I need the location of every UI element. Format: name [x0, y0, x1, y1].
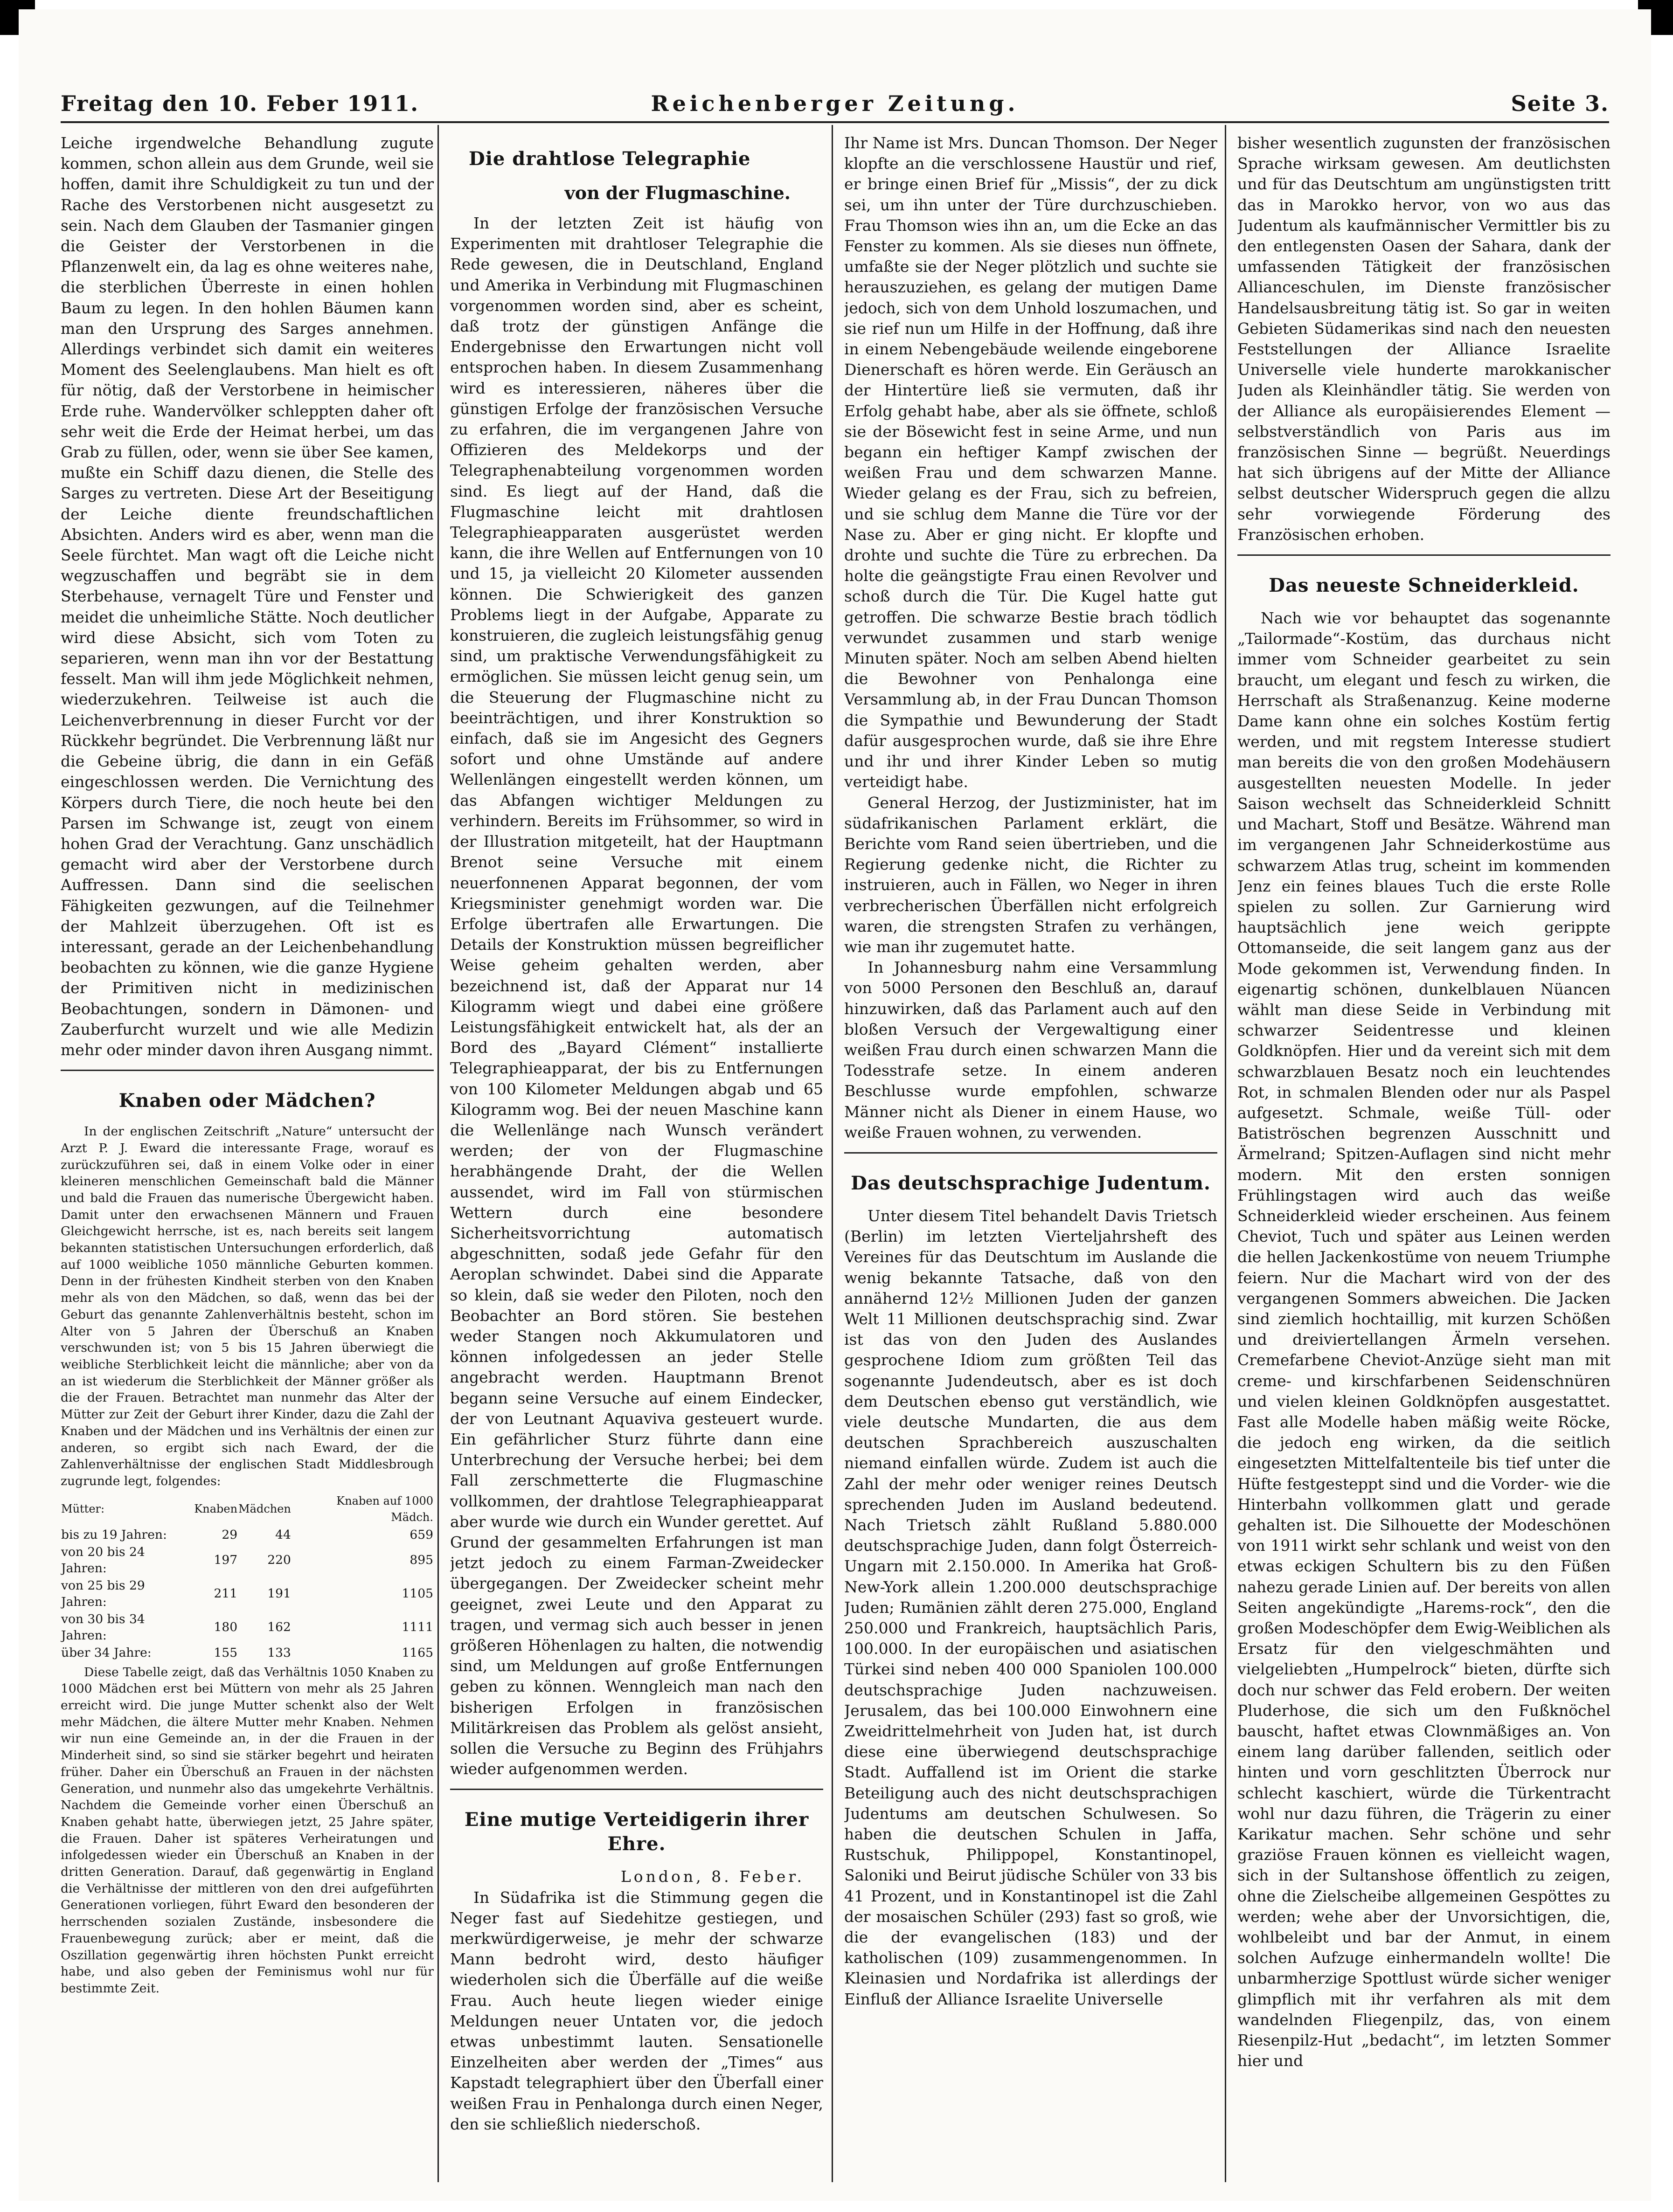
page-header: [61, 91, 1609, 124]
table-cell: von 25 bis 29 Jahren:: [61, 1578, 145, 1609]
column-3: [844, 133, 1217, 2177]
table-header: Mädchen: [238, 1502, 291, 1516]
headline-neueste-schneiderkleid: Das neueste Schneiderkleid.: [1269, 574, 1579, 597]
page-number: Seite 3.: [1511, 91, 1609, 116]
newspaper-title: Reichenberger Zeitung.: [651, 91, 1019, 116]
table-row: [61, 1543, 434, 1577]
issue-date: Freitag den 10. Feber 1911.: [61, 91, 419, 116]
article-divider: [450, 1789, 823, 1790]
table-cell: bis zu 19 Jahren:: [61, 1527, 167, 1542]
article-paragraph: In Südafrika ist die Stimmung gegen die Neger fast auf Siedehitze gestiegen, und merkwürdigerweise, je mehr der schwarze Mann bedroht wird, desto häufiger wiederholen sich die Überfälle auf die weiße Frau. Auch heute liegen wieder einige Meldungen neuer Untaten vor, die jedoch etwas unbestimmt lauten. Sensationelle Einzelheiten aber werden der „Times“ aus Kapstadt telegraphiert über den Überfall einer weißen Frau in Penhalonga durch einen Neger, den sie schließlich niederschoß.: [450, 1888, 823, 2133]
header-rule: [61, 121, 1609, 123]
article-paragraph: In der englischen Zeitschrift „Nature“ untersucht der Arzt P. J. Eward die interessante Frage, worauf es zurückzuführen sei, daß in einem Volke oder in einer kleineren menschlichen Gemeinschaft bald die Männer und bald die Frauen das numerische Übergewicht haben. Damit unter den erwachsenen Männern und Frauen Gleichgewicht herrsche, ist es, nach bereits seit langem bekannten statistischen Untersuchungen erforderlich, daß auf 1000 weibliche 1050 männliche Geburten kommen. Denn in der frühesten Kindheit sterben von den Knaben mehr als von den Mädchen, so daß, wenn das bei der Geburt das genannte Zahlenverhältnis besteht, schon im Alter von 5 Jahren der Überschuß an Knaben verschwunden ist; von 5 bis 15 Jahren überwiegt die weibliche Sterblichkeit leicht die männliche; aber von da an ist wiederum die Sterblichkeit der Männer größer als die der Frauen. Betrachtet man nunmehr das Alter der Mütter zur Zeit der Geburt ihrer Kinder, dazu die Zahl der Knaben und der Mädchen und ins Verhältnis der einen zur anderen, so ergibt sich nach Eward, der die Zahlenverhältnisse der englischen Stadt Middlesbrough zugrunde legt, folgendes:: [61, 1124, 434, 1488]
article-divider: [844, 1152, 1217, 1154]
table-cell: 133: [267, 1645, 291, 1660]
table-cell: von 20 bis 24 Jahren:: [61, 1544, 145, 1576]
table-cell: 180: [214, 1620, 238, 1635]
column-divider: [1225, 125, 1226, 2182]
article-paragraph: Leiche irgendwelche Behandlung zugute kommen, schon allein aus dem Grunde, weil sie hoffen, damit ihre Schuldigkeit zu tun und der Rache des Verstorbenen nicht ausgesetzt zu sein. Nach dem Glauben der Tasmanier gingen die Geister der Verstorbenen in die Pflanzenwelt ein, da lag es ohne weiteres nahe, die sterblichen Überreste in einen hohlen Baum zu legen. In den hohlen Bäumen kann man den Ursprung des Sarges annehmen. Allerdings verbindet sich damit ein weiteres Moment des Seelenglaubens. Man hielt es oft für nötig, daß der Verstorbene in heimischer Erde ruhe. Wandervölker schleppten daher oft sehr weit die Erde der Heimat herbei, um das Grab zu füllen, oder, wenn sie über See kamen, mußte ein Schiff dazu dienen, die Stelle des Sarges zu vertreten. Diese Art der Beseitigung der Leiche diente freundschaftlichen Absichten. Anders wird es aber, wenn man die Seele fürchtet. Man wagt oft die Leiche nicht wegzuschaffen und begräbt sie in dem Sterbehause, vernagelt Türe und Fenster und meidet die unheimliche Stätte. Noch deutlicher wird diese Absicht, sich vom Toten zu separieren, wenn man ihn vor der Bestattung fesselt. Man will ihm jede Möglichkeit nehmen, wiederzukehren. Teilweise ist auch die Leichenverbrennung in dieser Furcht vor der Rückkehr begründet. Die Verbrennung läßt nur die Gebeine übrig, die dann in ein Gefäß eingeschlossen werden. Die Vernichtung des Körpers durch Tiere, die noch heute bei den Parsen im Schwange ist, zeugt von einem hohen Grad der Verachtung. Ganz unschädlich gemacht wird aber der Verstorbene durch Auffressen. Dann sind die seelischen Fähigkeiten gezwungen, auf die Teilnehmer der Mahlzeit überzugehen. Oft ist es interessant, gerade an der Leichenbehandlung beobachten zu können, wie die ganze Hygiene der Primitiven nicht in medizinischen Beobachtungen, sondern in Dämonen- und Zauberfurcht wurzelt und wie alle Medizin mehr oder minder davon ihren Ausgang nimmt.: [61, 134, 434, 1059]
table-cell: 155: [214, 1645, 238, 1660]
birth-statistics-table: [61, 1493, 434, 1661]
column-2: [450, 133, 823, 2177]
headline-deutschsprachige-judentum: Das deutschsprachige Judentum.: [851, 1172, 1211, 1194]
column-divider: [437, 125, 439, 2182]
table-cell: 44: [275, 1527, 291, 1542]
article-paragraph: In Johannesburg nahm eine Versammlung von 5000 Personen den Beschluß an, darauf hinzuwirken, daß das Parlament auch auf den bloßen Versuch der Vergewaltigung einer weißen Frau durch einen schwarzen Mann die Todesstrafe setze. In einem anderen Beschlusse wurde empfohlen, schwarze Männer nicht als Diener in einem Hause, wo weiße Frauen wohnen, zu verwenden.: [844, 958, 1217, 1141]
table-row: [61, 1526, 434, 1543]
table-header-row: [61, 1493, 434, 1526]
headline-knaben-oder-maedchen: Knaben oder Mädchen?: [118, 1090, 376, 1112]
table-cell: 220: [267, 1553, 291, 1568]
table-cell: von 30 bis 34 Jahren:: [61, 1611, 145, 1643]
table-row: [61, 1577, 434, 1611]
table-header: Mütter:: [61, 1502, 105, 1516]
table-row: [61, 1644, 434, 1661]
table-cell: 659: [410, 1527, 433, 1542]
table-cell: 191: [267, 1586, 291, 1601]
table-header: Knaben auf 1000 Mädch.: [336, 1494, 433, 1524]
column-4: [1237, 133, 1611, 2177]
article-paragraph: Unter diesem Titel behandelt Davis Trietsch (Berlin) im letzten Vierteljahrsheft des Vereines für das Deutschtum im Auslande die wenig bekannte Tatsache, daß von den annähernd 12½ Millionen Juden der ganzen Welt 11 Millionen deutschsprachig sind. Zwar ist das von den Juden des Auslandes gesprochene Idiom zum größten Teil das sogenannte Judendeutsch, aber es ist doch dem Deutschen ebenso gut verständlich, wie viele deutsche Mundarten, die aus dem deutschen Sprachbereich auszuschalten niemand einfallen würde. Zudem ist auch die Zahl der mehr oder weniger reines Deutsch sprechenden Juden im Ausland bedeutend. Nach Trietsch zählt Rußland 5.880.000 deutschsprachige Juden, dann folgt Österreich-Ungarn mit 2.150.000. In Amerika hat Groß-New-York allein 1.200.000 deutschsprachige Juden; Rumänien zählt deren 275.000, England 250.000 und Frankreich, hauptsächlich Paris, 100.000. In der europäischen und asiatischen Türkei sind neben 400 000 Spaniolen 100.000 deutschsprachige Juden nachzuweisen. Jerusalem, das bei 100.000 Einwohnern eine Zweidrittelmehrheit von Juden hat, ist durch diese eine überwiegend deutschsprachige Stadt. Auffallend ist im Orient die starke Beteiligung auch des nicht deutschsprachigen Judentums am deutschen Schulwesen. So haben die deutschen Schulen in Jaffa, Rustschuk, Philippopel, Konstantinopel, Saloniki und Beirut jüdische Schüler von 33 bis 41 Prozent, und in Konstantinopel ist die Zahl der mosaischen Schüler (293) fast so groß, wie die der evangelischen (183) und der katholischen (109) zusammengenommen. In Kleinasien und Nordafrika ist allerdings der Einfluß der Alliance Israelite Universelle: [844, 1206, 1217, 2008]
table-header: Knaben: [194, 1502, 238, 1516]
column-1: [61, 133, 434, 2177]
table-cell: 1111: [402, 1620, 433, 1635]
article-paragraph: Ihr Name ist Mrs. Duncan Thomson. Der Neger klopfte an die verschlossene Haustür und rief, er bringe einen Brief für „Missis“, der zu dick sei, um ihn unter der Türe durchzuschieben. Frau Thomson wies ihn an, um die Ecke an das Fenster zu kommen. Als sie dieses nun öffnete, umfaßte sie der Neger plötzlich und suchte sie herauszuziehen, es gelang der mutigen Dame jedoch, sich von dem Unhold loszumachen, und sie rief nun um Hilfe in der Hoffnung, daß ihre in einem Nebengebäude weilende eingeborene Dienerschaft es hören werde. Ein Geräusch an der Hintertüre ließ sie vermuten, daß ihr Erfolg gehabt habe, aber als sie öffnete, schloß sie der Bösewicht fest in seine Arme, und nun begann ein heftiger Kampf zwischen der weißen Frau und dem schwarzen Manne. Wieder gelang es der Frau, sich zu befreien, und sie schlug dem Manne die Türe vor der Nase zu. Aber er ging nicht. Er klopfte und drohte und suchte die Türe zu erbrechen. Da holte die geängstigte Frau einen Revolver und schoß durch die Tür. Die Kugel hatte gut getroffen. Die schwarze Bestie brach tödlich verwundet zusammen und starb wenige Minuten später. Noch am selben Abend hielten die Bewohner von Penhalonga eine Versammlung ab, in der Frau Duncan Thomson die Sympathie und Bewunderung der Stadt dafür ausgesprochen wurde, daß sie ihre Ehre und ihr und ihrer Kinder Leben so mutig verteidigt habe.: [844, 134, 1217, 791]
article-divider: [1237, 554, 1611, 556]
table-cell: 197: [214, 1553, 238, 1568]
article-paragraph: Nach wie vor behauptet das sogenannte „Tailormade“-Kostüm, das durchaus nicht immer vom Schneider gearbeitet zu sein braucht, um elegant und fesch zu wirken, die Herrschaft als Straßenanzug. Keine moderne Dame kann ohne ein solches Kostüm fertig werden, und mit regstem Interesse studiert man bereits die von den großen Modehäusern ausgestellten neuesten Modelle. In jeder Saison wechselt das Schneiderkleid Schnitt und Machart, Stoff und Besätze. Während man im vergangenen Jahr Schneiderkostüme aus schwarzem Atlas trug, scheint im kommenden Jenz ein feines blaues Tuch die erste Rolle spielen zu sollen. Zur Garnierung wird hauptsächlich jene weich gerippte Ottomanseide, die seit langem ganz aus der Mode gekommen ist, Verwendung finden. In eigenartig schönen, dunkelblauen Nüancen wählt man diese Seide in Verbindung mit schwarzer Seidentresse und kleinen Goldknöpfen. Hier und da vereint sich mit dem schwarzblauen Besatz noch ein leuchtendes Rot, in schmalen Blenden oder nur als Paspel aufgesetzt. Schmale, weiße Tüll- oder Batiströschen begrenzen Ausschnitt und Ärmelrand; Spitzen-Auflagen sind nicht mehr modern. Mit den ersten sonnigen Frühlingstagen wird auch das weiße Schneiderkleid wieder erscheinen. Aus feinem Cheviot, Tuch und später aus Leinen werden die hellen Jackenkostüme von neuem Triumphe feiern. Nur die Machart wird von der des vergangenen Sommers abweichen. Die Jacken sind ziemlich hochtaillig, mit kurzen Schößen und dreiviertellangen Ärmeln versehen. Cremefarbene Cheviot-Anzüge sieht man mit creme- und kirschfarbenen Seidenschnüren und vielen kleinen Goldknöpfen ausgestattet. Fast alle Modelle haben mäßig weite Röcke, die jedoch eng wirken, da die seitlich eingesetzten Mittelfaltenteile bis tief unter die Hüfte festgesteppt sind und die Vorder- wie die Hinterbahn vollkommen glatt und gerade gehalten ist. Die Silhouette der Modeschönen von 1911 wirkt sehr schlank und weist von den etwas eckigen Schultern bis zu den Füßen nahezu gerade Linien auf. Der bereits von allen Seiten angekündigte „Harems-rock“, den die großen Modeschöpfer dem Ewig-Weiblichen als Ersatz für den vielgeschmähten und vielgeliebten „Humpelrock“ bieten, dürfte sich doch nur schwer das Feld erobern. Der weiten Pluderhose, die sich um den Fußknöchel bauscht, haftet etwas Clownmäßiges an. Von einem lang darüber fallenden, seitlich oder hinten und vorn geschlitzten Überrock nur schlecht kaschiert, würde die Türkentracht wohl nur dazu führen, die Trägerin zu einer Karikatur machen. Sehr schöne und sehr graziöse Frauen können es vielleicht wagen, sich in der Sultanshose öffentlich zu zeigen, ohne die Zielscheibe allgemeinen Gespöttes zu werden; wehe aber der Unvorsichtigen, die, wohlbeleibt und bar der Anmut, in einem solchen Aufzuge einhermandeln wollte! Die unbarmherzige Spottlust würde sicher weniger glimpflich mit ihr verfahren als mit dem wandelnden Fliegenpilz, das, von einem Riesenpilz-Hut „bedacht“, im letzten Sommer hier und: [1237, 609, 1611, 2070]
headline-mutige-verteidigerin: Eine mutige Verteidigerin ihrer Ehre.: [464, 1809, 809, 1855]
table-cell: 895: [410, 1553, 433, 1568]
dateline: London, 8. Feber.: [620, 1867, 805, 1886]
table-cell: 211: [214, 1586, 238, 1601]
table-row: [61, 1611, 434, 1644]
table-cell: 29: [222, 1527, 238, 1542]
table-cell: 1165: [402, 1645, 433, 1660]
article-paragraph: In der letzten Zeit ist häufig von Experimenten mit drahtloser Telegraphie die Rede gewesen, die in Deutschland, England und Amerika in Verbindung mit Flugmaschinen vorgenommen worden sind, aber es scheint, daß trotz der günstigen Anfänge die Endergebnisse den Erwartungen nicht voll entsprochen haben. In diesem Zusammenhang wird es interessieren, näheres über die günstigen Erfolge der französischen Versuche zu erfahren, die im vergangenen Jahre von Offizieren des Meldekorps und der Telegraphenabteilung vorgenommen worden sind. Es liegt auf der Hand, daß die Flugmaschine leicht mit drahtlosen Telegraphieapparaten ausgerüstet werden kann, die ihre Wellen auf Entfernungen von 10 und 15, ja vielleicht 20 Kilometer aussenden können. Die Schwierigkeit des ganzen Problems liegt in der Aufgabe, Apparate zu konstruieren, die zugleich leistungsfähig genug sind, um praktische Verwendungsfähigkeit zu ermöglichen. Sie müssen leicht genug sein, um die Steuerung der Flugmaschine nicht zu beeinträchtigen, und ihrer Konstruktion so einfach, daß sie im Angesicht des Gegners sofort und ohne Umstände auf andere Wellenlängen eingestellt werden können, um das Abfangen wichtiger Meldungen zu verhindern. Bereits im Frühsommer, so wird in der Illustration mitgeteilt, hat der Hauptmann Brenot seine Versuche mit einem neuerfonnenen Apparat begonnen, der vom Kriegsminister genehmigt worden war. Die Erfolge übertrafen alle Erwartungen. Die Details der Konstruktion müssen begreiflicher Weise geheim gehalten werden, aber bezeichnend ist, daß der Apparat nur 14 Kilogramm wiegt und dabei eine größere Leistungsfähigkeit entwickelt hat, als der an Bord des „Bayard Clément“ installierte Telegraphieapparat, der bis zu Entfernungen von 100 Kilometer Meldungen abgab und 65 Kilogramm wog. Bei der neuen Maschine kann die Wellenlänge nach Wunsch verändert werden; der von der Flugmaschine herabhängende Draht, der die Wellen aussendet, wird im Fall von stürmischen Wettern durch eine besondere Sicherheitsvorrichtung automatisch abgeschnitten, sodaß jede Gefahr für den Aeroplan schwindet. Dabei sind die Apparate so klein, daß sie weder den Piloten, noch den Beobachter an Bord stören. Sie bestehen weder Stangen noch Akkumulatoren und können infolgedessen an jeder Stelle angebracht werden. Hauptmann Brenot begann seine Versuche auf einem Eindecker, der von Leutnant Aquaviva gesteuert wurde. Ein gefährlicher Sturz führte dann eine Unterbrechung der Versuche herbei; bei dem Fall zerschmetterte die Flugmaschine vollkommen, der drahtlose Telegraphieapparat aber wurde wie durch ein Wunder gerettet. Auf Grund der gesammelten Erfahrungen ist man jetzt jedoch zu einem Farman-Zweidecker übergegangen. Der Zweidecker scheint mehr geeignet, zwei Leute und den Apparat zu tragen, und vermag sich auch besser in jenen größeren Höhenlagen zu halten, die notwendig sind, um Meldungen auf große Entfernungen geben zu können. Wenngleich man nach den bisherigen Erfolgen in französischen Militärkreisen das Problem als gelöst ansieht, sollen die Versuche zu Beginn des Frühjahrs wieder aufgenommen werden.: [450, 214, 823, 1778]
article-paragraph: bisher wesentlich zugunsten der französischen Sprache wirksam gewesen. Am deutlichsten und für das Deutschtum am ungünstigsten tritt das in Marokko hervor, von wo aus das Judentum als kaufmännischer Vermittler bis zu den entlegensten Oasen der Sahara, dank der umfassenden Tätigkeit der französischen Allianceschulen, im Dienste französischer Handelsausbreitung tätig ist. So gar in weiten Gebieten Südamerikas sind nach den neuesten Feststellungen der Alliance Israelite Universelle viele hunderte marokkanischer Juden als Kleinhändler tätig. Sie werden von der Alliance als europäisierendes Element — selbstverständlich von Paris aus im französischen Sinne — begrüßt. Neuerdings hat sich übrigens auf der Mitte der Alliance selbst deutscher Widerspruch gegen die allzu sehr vorwiegende Förderung des Französischen erhoben.: [1237, 134, 1611, 544]
table-cell: über 34 Jahre:: [61, 1645, 152, 1660]
table-cell: 1105: [402, 1586, 433, 1601]
table-cell: 162: [267, 1620, 291, 1635]
article-paragraph: General Herzog, der Justizminister, hat im südafrikanischen Parlament erklärt, die Berichte vom Rand seien übertrieben, und die Regierung gedenke nicht, die Richter zu instruieren, auch in Fällen, wo Neger in ihren verbrecherischen Überfällen nicht erfolgreich waren, die strengsten Strafen zu verhängen, wie man ihr zugemutet hatte.: [844, 793, 1217, 956]
column-divider: [832, 125, 833, 2182]
article-divider: [61, 1070, 434, 1071]
newspaper-page: [19, 9, 1651, 2201]
subheadline-flugmaschine: von der Flugmaschine.: [564, 182, 791, 203]
headline-drahtlose-telegraphie: Die drahtlose Telegraphie: [469, 148, 751, 170]
article-paragraph: Diese Tabelle zeigt, daß das Verhältnis 1050 Knaben zu 1000 Mädchen erst bei Müttern von mehr als 25 Jahren erreicht wird. Die junge Mutter schenkt also der Welt mehr Mädchen, die ältere Mutter mehr Knaben. Nehmen wir nun eine Gemeinde an, in der die Frauen in der Minderheit sind, so sind sie stärker begehrt und heiraten früher. Daher ein Überschuß an Frauen in der nächsten Generation, und nunmehr also das umgekehrte Verhältnis. Nachdem die Gemeinde vorher einen Überschuß an Knaben gehabt hatte, überwiegen jetzt, 25 Jahre später, die Frauen. Daher ist späteres Verheiratungen und infolgedessen wieder ein Überschuß an Knaben in der dritten Generation. Darauf, daß gegenwärtig in England die Verhältnisse der mittleren von den drei aufgeführten Generationen vorliegen, führt Eward den besonderen der herrschenden sozialen Zustände, insbesondere die Frauenbewegung zurück; aber er meint, daß die Oszillation gegenwärtig ihren höchsten Punkt erreicht habe, und also geben der Feminismus wohl nur für bestimmte Zeit.: [61, 1665, 434, 1996]
